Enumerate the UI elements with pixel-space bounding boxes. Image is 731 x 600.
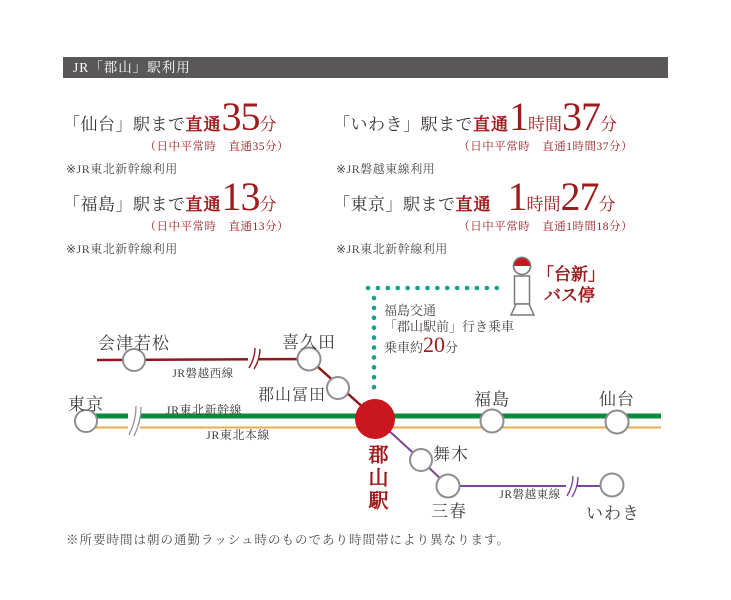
- line-used-note: ※JR東北新幹線利用: [336, 242, 448, 256]
- direct-text: 直通: [473, 115, 509, 134]
- minutes-unit: 分: [259, 115, 277, 134]
- destination-text: 「福島」駅まで: [63, 195, 186, 214]
- hours-unit: 時間: [526, 195, 561, 214]
- bus-stop-name: [537, 264, 605, 306]
- station-label-koriyama: 郡山駅: [365, 444, 387, 513]
- direct-text: 直通: [455, 195, 492, 214]
- bus-route-info: [384, 303, 514, 356]
- minutes-value: 27: [560, 174, 599, 219]
- line-break-shinkansen: [128, 405, 141, 436]
- hours-unit: 時間: [528, 115, 562, 134]
- direct-text: 直通: [185, 195, 222, 214]
- line-label-banetsu-east: JR磐越東線: [499, 489, 561, 501]
- hours-value: 1: [507, 174, 527, 219]
- line-used-note: ※JR磐越東線利用: [336, 162, 436, 176]
- ride-prefix: 乗車約: [384, 340, 424, 355]
- station-label-koriyamatomita: 郡山冨田: [257, 387, 326, 404]
- line-label-tohoku-shinkansen: JR東北新幹線: [165, 403, 243, 417]
- station-label-aizuwakamatsu: 会津若松: [98, 334, 170, 353]
- minutes-unit: 分: [598, 195, 616, 214]
- ride-unit: 分: [445, 340, 459, 355]
- line-used-note: ※JR東北新幹線利用: [66, 162, 178, 176]
- minutes-value: 35: [221, 94, 260, 139]
- offpeak-note: （日中平常時 直通13分）: [144, 221, 289, 233]
- destination-text: 「いわき」駅まで: [333, 115, 473, 134]
- station-circle-fukushima: [481, 410, 504, 433]
- station-circle-koriyama: [355, 399, 395, 439]
- bus-stop-name-line2: バス停: [544, 286, 595, 305]
- bus-stop-icon: [511, 258, 534, 316]
- minutes-unit: 分: [600, 115, 617, 134]
- station-circle-iwaki: [601, 474, 624, 497]
- hours-value: 1: [509, 94, 528, 139]
- offpeak-note: （日中平常時 直通1時間18分）: [458, 221, 633, 233]
- station-circle-maiki: [410, 449, 432, 471]
- station-circle-sendai: [606, 411, 629, 434]
- bus-company: 福島交通: [384, 303, 437, 318]
- station-label-tokyo: 東京: [68, 395, 104, 414]
- line-used-note: ※JR東北新幹線利用: [66, 242, 178, 256]
- minutes-unit: 分: [259, 195, 277, 214]
- offpeak-note: （日中平常時 直通1時間37分）: [458, 141, 633, 153]
- station-circle-koriyamatomita: [327, 377, 349, 399]
- station-circle-miharu: [437, 475, 460, 498]
- station-label-kikuta: 喜久田: [282, 333, 336, 352]
- line-label-tohoku-main: JR東北本線: [206, 428, 270, 442]
- minutes-value: 37: [562, 94, 600, 139]
- ride-minutes-value: 20: [423, 332, 446, 357]
- section-title: JR「郡山」駅利用: [73, 60, 191, 75]
- offpeak-note: （日中平常時 直通35分）: [144, 141, 289, 153]
- bus-ride-time: [384, 332, 514, 357]
- destination-text: 「仙台」駅まで: [63, 115, 186, 134]
- disclaimer-note: ※所要時間は朝の通勤ラッシュ時のものであり時間帯により異なります。: [66, 533, 511, 547]
- direct-text: 直通: [185, 115, 222, 134]
- station-label-sendai: 仙台: [599, 390, 635, 409]
- station-label-iwaki: いわき: [586, 504, 640, 523]
- minutes-value: 13: [221, 174, 260, 219]
- destination-text: 「東京」駅まで: [333, 195, 456, 214]
- station-label-maiki: 舞木: [433, 445, 469, 464]
- bus-stop-name-line1: 「台新」: [537, 265, 605, 284]
- station-label-fukushima: 福島: [474, 390, 510, 409]
- station-label-miharu: 三春: [431, 502, 467, 521]
- bus-destination: 「郡山駅前」行き乗車: [384, 319, 515, 334]
- line-label-banetsu-west: JR磐越西線: [172, 368, 234, 380]
